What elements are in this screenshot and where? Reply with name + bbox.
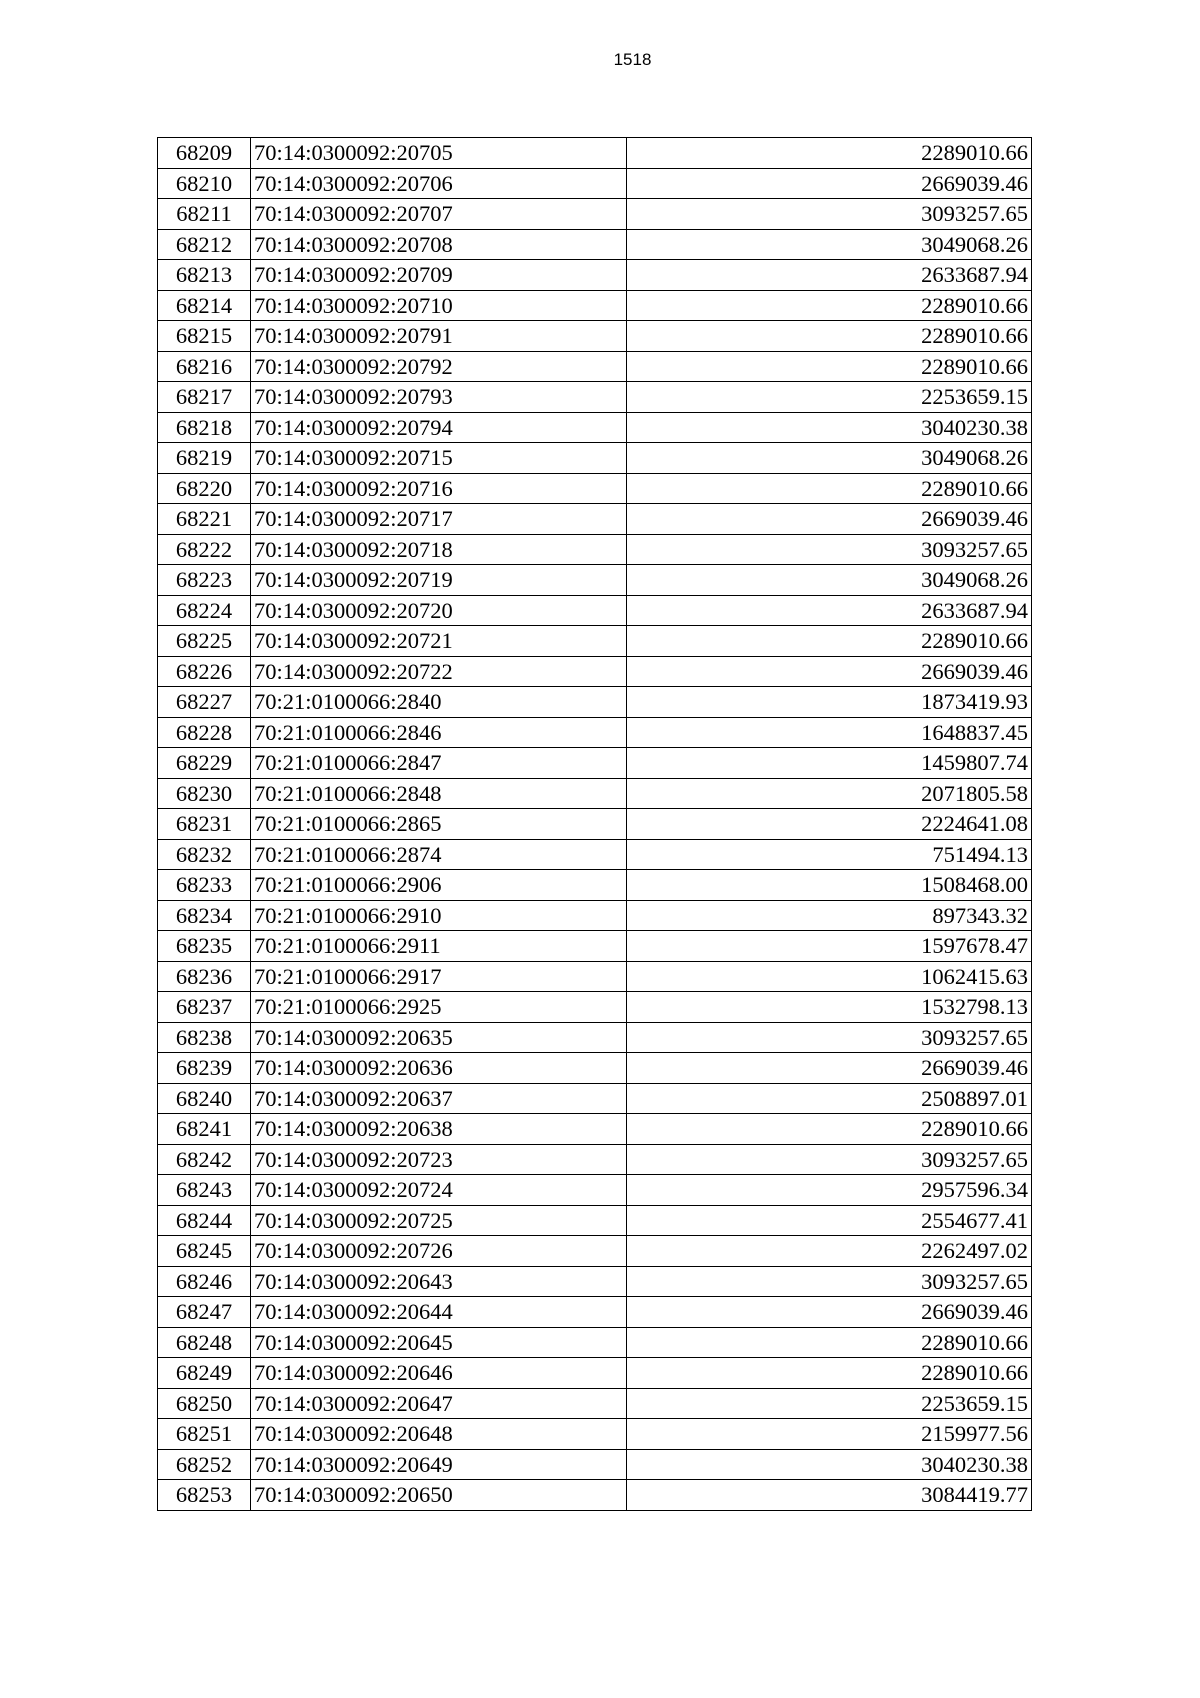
cadastral-value-cell: 2289010.66 — [627, 290, 1032, 321]
table-row — [158, 1053, 1032, 1084]
row-number-cell: 68252 — [158, 1449, 251, 1480]
table-row — [158, 473, 1032, 504]
cadastral-value-cell: 2253659.15 — [627, 382, 1032, 413]
cadastral-number-cell: 70:14:0300092:20723 — [251, 1144, 627, 1175]
cadastral-number-cell: 70:14:0300092:20705 — [251, 138, 627, 169]
cadastral-number-cell: 70:14:0300092:20636 — [251, 1053, 627, 1084]
table-row — [158, 656, 1032, 687]
page-number: 1518 — [613, 50, 652, 69]
table-row — [158, 1175, 1032, 1206]
cadastral-value-cell: 2957596.34 — [627, 1175, 1032, 1206]
table-row — [158, 443, 1032, 474]
cadastral-number-cell: 70:14:0300092:20793 — [251, 382, 627, 413]
cadastral-number-cell: 70:14:0300092:20724 — [251, 1175, 627, 1206]
table-row — [158, 168, 1032, 199]
cadastral-value-cell: 2633687.94 — [627, 260, 1032, 291]
cadastral-value-cell: 2289010.66 — [627, 1114, 1032, 1145]
table-row — [158, 565, 1032, 596]
table-row — [158, 961, 1032, 992]
cadastral-value-cell: 3093257.65 — [627, 534, 1032, 565]
table-row — [158, 1083, 1032, 1114]
cadastral-number-cell: 70:14:0300092:20710 — [251, 290, 627, 321]
row-number-cell: 68209 — [158, 138, 251, 169]
table-row — [158, 321, 1032, 352]
cadastral-value-cell: 1597678.47 — [627, 931, 1032, 962]
row-number-cell: 68220 — [158, 473, 251, 504]
table-row — [158, 1114, 1032, 1145]
cadastral-number-cell: 70:14:0300092:20650 — [251, 1480, 627, 1511]
cadastral-value-cell: 3049068.26 — [627, 565, 1032, 596]
cadastral-value-cell: 1873419.93 — [627, 687, 1032, 718]
row-number-cell: 68211 — [158, 199, 251, 230]
row-number-cell: 68229 — [158, 748, 251, 779]
cadastral-number-cell: 70:14:0300092:20644 — [251, 1297, 627, 1328]
table-row — [158, 992, 1032, 1023]
cadastral-number-cell: 70:14:0300092:20720 — [251, 595, 627, 626]
row-number-cell: 68248 — [158, 1327, 251, 1358]
cadastral-number-cell: 70:21:0100066:2848 — [251, 778, 627, 809]
cadastral-value-cell: 2289010.66 — [627, 351, 1032, 382]
cadastral-value-cell: 2289010.66 — [627, 1358, 1032, 1389]
row-number-cell: 68237 — [158, 992, 251, 1023]
row-number-cell: 68214 — [158, 290, 251, 321]
cadastral-value-cell: 2253659.15 — [627, 1388, 1032, 1419]
row-number-cell: 68243 — [158, 1175, 251, 1206]
row-number-cell: 68236 — [158, 961, 251, 992]
table-row — [158, 382, 1032, 413]
table-row — [158, 351, 1032, 382]
cadastral-number-cell: 70:14:0300092:20709 — [251, 260, 627, 291]
cadastral-value-cell: 1459807.74 — [627, 748, 1032, 779]
row-number-cell: 68213 — [158, 260, 251, 291]
cadastral-number-cell: 70:14:0300092:20792 — [251, 351, 627, 382]
table-row — [158, 748, 1032, 779]
cadastral-number-cell: 70:21:0100066:2906 — [251, 870, 627, 901]
cadastral-number-cell: 70:21:0100066:2910 — [251, 900, 627, 931]
table-row — [158, 1480, 1032, 1511]
cadastral-number-cell: 70:14:0300092:20706 — [251, 168, 627, 199]
cadastral-value-cell: 3049068.26 — [627, 229, 1032, 260]
cadastral-value-cell: 2289010.66 — [627, 1327, 1032, 1358]
cadastral-number-cell: 70:14:0300092:20718 — [251, 534, 627, 565]
row-number-cell: 68241 — [158, 1114, 251, 1145]
cadastral-value-cell: 2159977.56 — [627, 1419, 1032, 1450]
cadastral-value-cell: 3093257.65 — [627, 1266, 1032, 1297]
cadastral-number-cell: 70:21:0100066:2846 — [251, 717, 627, 748]
row-number-cell: 68231 — [158, 809, 251, 840]
table-row — [158, 717, 1032, 748]
cadastral-number-cell: 70:14:0300092:20648 — [251, 1419, 627, 1450]
table-row — [158, 1266, 1032, 1297]
cadastral-number-cell: 70:14:0300092:20638 — [251, 1114, 627, 1145]
cadastral-value-cell: 2554677.41 — [627, 1205, 1032, 1236]
cadastral-number-cell: 70:14:0300092:20717 — [251, 504, 627, 535]
row-number-cell: 68218 — [158, 412, 251, 443]
cadastral-value-cell: 1532798.13 — [627, 992, 1032, 1023]
table-row — [158, 931, 1032, 962]
cadastral-number-cell: 70:14:0300092:20635 — [251, 1022, 627, 1053]
table-row — [158, 1205, 1032, 1236]
cadastral-number-cell: 70:14:0300092:20708 — [251, 229, 627, 260]
table-row — [158, 778, 1032, 809]
cadastral-number-cell: 70:14:0300092:20722 — [251, 656, 627, 687]
cadastral-value-cell: 2289010.66 — [627, 626, 1032, 657]
table-row — [158, 900, 1032, 931]
row-number-cell: 68246 — [158, 1266, 251, 1297]
cadastral-value-cell: 2669039.46 — [627, 168, 1032, 199]
cadastral-value-cell: 2262497.02 — [627, 1236, 1032, 1267]
cadastral-number-cell: 70:21:0100066:2847 — [251, 748, 627, 779]
cadastral-number-cell: 70:14:0300092:20637 — [251, 1083, 627, 1114]
table-row — [158, 1449, 1032, 1480]
cadastral-number-cell: 70:14:0300092:20726 — [251, 1236, 627, 1267]
cadastral-number-cell: 70:14:0300092:20643 — [251, 1266, 627, 1297]
table-row — [158, 1388, 1032, 1419]
cadastral-value-cell: 1062415.63 — [627, 961, 1032, 992]
cadastral-number-cell: 70:14:0300092:20715 — [251, 443, 627, 474]
cadastral-value-cell: 3093257.65 — [627, 199, 1032, 230]
cadastral-number-cell: 70:14:0300092:20791 — [251, 321, 627, 352]
cadastral-number-cell: 70:21:0100066:2840 — [251, 687, 627, 718]
row-number-cell: 68224 — [158, 595, 251, 626]
row-number-cell: 68210 — [158, 168, 251, 199]
cadastral-number-cell: 70:14:0300092:20794 — [251, 412, 627, 443]
table-row — [158, 626, 1032, 657]
cadastral-value-cell: 3040230.38 — [627, 412, 1032, 443]
row-number-cell: 68227 — [158, 687, 251, 718]
table-row — [158, 199, 1032, 230]
row-number-cell: 68253 — [158, 1480, 251, 1511]
cadastral-value-cell: 2289010.66 — [627, 138, 1032, 169]
cadastral-number-cell: 70:21:0100066:2865 — [251, 809, 627, 840]
table-row — [158, 1236, 1032, 1267]
cadastral-value-cell: 3093257.65 — [627, 1022, 1032, 1053]
cadastral-value-cell: 1508468.00 — [627, 870, 1032, 901]
table-row — [158, 870, 1032, 901]
row-number-cell: 68221 — [158, 504, 251, 535]
cadastral-number-cell: 70:14:0300092:20707 — [251, 199, 627, 230]
row-number-cell: 68234 — [158, 900, 251, 931]
row-number-cell: 68242 — [158, 1144, 251, 1175]
cadastral-value-cell: 2669039.46 — [627, 504, 1032, 535]
row-number-cell: 68251 — [158, 1419, 251, 1450]
table-row — [158, 595, 1032, 626]
table-row — [158, 260, 1032, 291]
cadastral-number-cell: 70:14:0300092:20646 — [251, 1358, 627, 1389]
table-row — [158, 1419, 1032, 1450]
cadastral-number-cell: 70:14:0300092:20647 — [251, 1388, 627, 1419]
cadastral-number-cell: 70:14:0300092:20719 — [251, 565, 627, 596]
cadastral-value-cell: 2071805.58 — [627, 778, 1032, 809]
cadastral-number-cell: 70:14:0300092:20645 — [251, 1327, 627, 1358]
row-number-cell: 68217 — [158, 382, 251, 413]
table-row — [158, 1297, 1032, 1328]
row-number-cell: 68225 — [158, 626, 251, 657]
row-number-cell: 68230 — [158, 778, 251, 809]
cadastral-number-cell: 70:21:0100066:2874 — [251, 839, 627, 870]
cadastral-value-cell: 3084419.77 — [627, 1480, 1032, 1511]
row-number-cell: 68247 — [158, 1297, 251, 1328]
table-row — [158, 412, 1032, 443]
row-number-cell: 68212 — [158, 229, 251, 260]
cadastral-value-cell: 2633687.94 — [627, 595, 1032, 626]
table-row — [158, 1327, 1032, 1358]
table-row — [158, 1144, 1032, 1175]
row-number-cell: 68219 — [158, 443, 251, 474]
table-row — [158, 138, 1032, 169]
row-number-cell: 68228 — [158, 717, 251, 748]
cadastral-value-cell: 3040230.38 — [627, 1449, 1032, 1480]
table-row — [158, 504, 1032, 535]
row-number-cell: 68249 — [158, 1358, 251, 1389]
table-row — [158, 534, 1032, 565]
row-number-cell: 68216 — [158, 351, 251, 382]
cadastral-number-cell: 70:14:0300092:20725 — [251, 1205, 627, 1236]
row-number-cell: 68245 — [158, 1236, 251, 1267]
cadastral-value-cell: 1648837.45 — [627, 717, 1032, 748]
table-row — [158, 229, 1032, 260]
cadastral-value-cell: 2224641.08 — [627, 809, 1032, 840]
cadastral-value-cell: 2669039.46 — [627, 1053, 1032, 1084]
row-number-cell: 68239 — [158, 1053, 251, 1084]
table-row — [158, 839, 1032, 870]
table-row — [158, 290, 1032, 321]
row-number-cell: 68215 — [158, 321, 251, 352]
table-row — [158, 1022, 1032, 1053]
row-number-cell: 68233 — [158, 870, 251, 901]
cadastral-number-cell: 70:21:0100066:2917 — [251, 961, 627, 992]
table-row — [158, 809, 1032, 840]
row-number-cell: 68226 — [158, 656, 251, 687]
cadastral-number-cell: 70:14:0300092:20716 — [251, 473, 627, 504]
cadastral-value-cell: 2669039.46 — [627, 656, 1032, 687]
cadastral-value-cell: 897343.32 — [627, 900, 1032, 931]
cadastral-value-cell: 3093257.65 — [627, 1144, 1032, 1175]
row-number-cell: 68250 — [158, 1388, 251, 1419]
cadastral-number-cell: 70:14:0300092:20721 — [251, 626, 627, 657]
cadastral-value-cell: 2289010.66 — [627, 321, 1032, 352]
row-number-cell: 68222 — [158, 534, 251, 565]
cadastral-number-cell: 70:14:0300092:20649 — [251, 1449, 627, 1480]
row-number-cell: 68244 — [158, 1205, 251, 1236]
row-number-cell: 68240 — [158, 1083, 251, 1114]
table-row — [158, 1358, 1032, 1389]
row-number-cell: 68223 — [158, 565, 251, 596]
cadastral-value-cell: 2669039.46 — [627, 1297, 1032, 1328]
table-row — [158, 687, 1032, 718]
cadastral-value-cell: 3049068.26 — [627, 443, 1032, 474]
row-number-cell: 68235 — [158, 931, 251, 962]
table-body — [158, 138, 1032, 1511]
cadastral-number-cell: 70:21:0100066:2925 — [251, 992, 627, 1023]
cadastral-value-table — [157, 137, 1032, 1511]
cadastral-value-cell: 2289010.66 — [627, 473, 1032, 504]
cadastral-number-cell: 70:21:0100066:2911 — [251, 931, 627, 962]
cadastral-value-cell: 2508897.01 — [627, 1083, 1032, 1114]
row-number-cell: 68238 — [158, 1022, 251, 1053]
row-number-cell: 68232 — [158, 839, 251, 870]
cadastral-value-cell: 751494.13 — [627, 839, 1032, 870]
